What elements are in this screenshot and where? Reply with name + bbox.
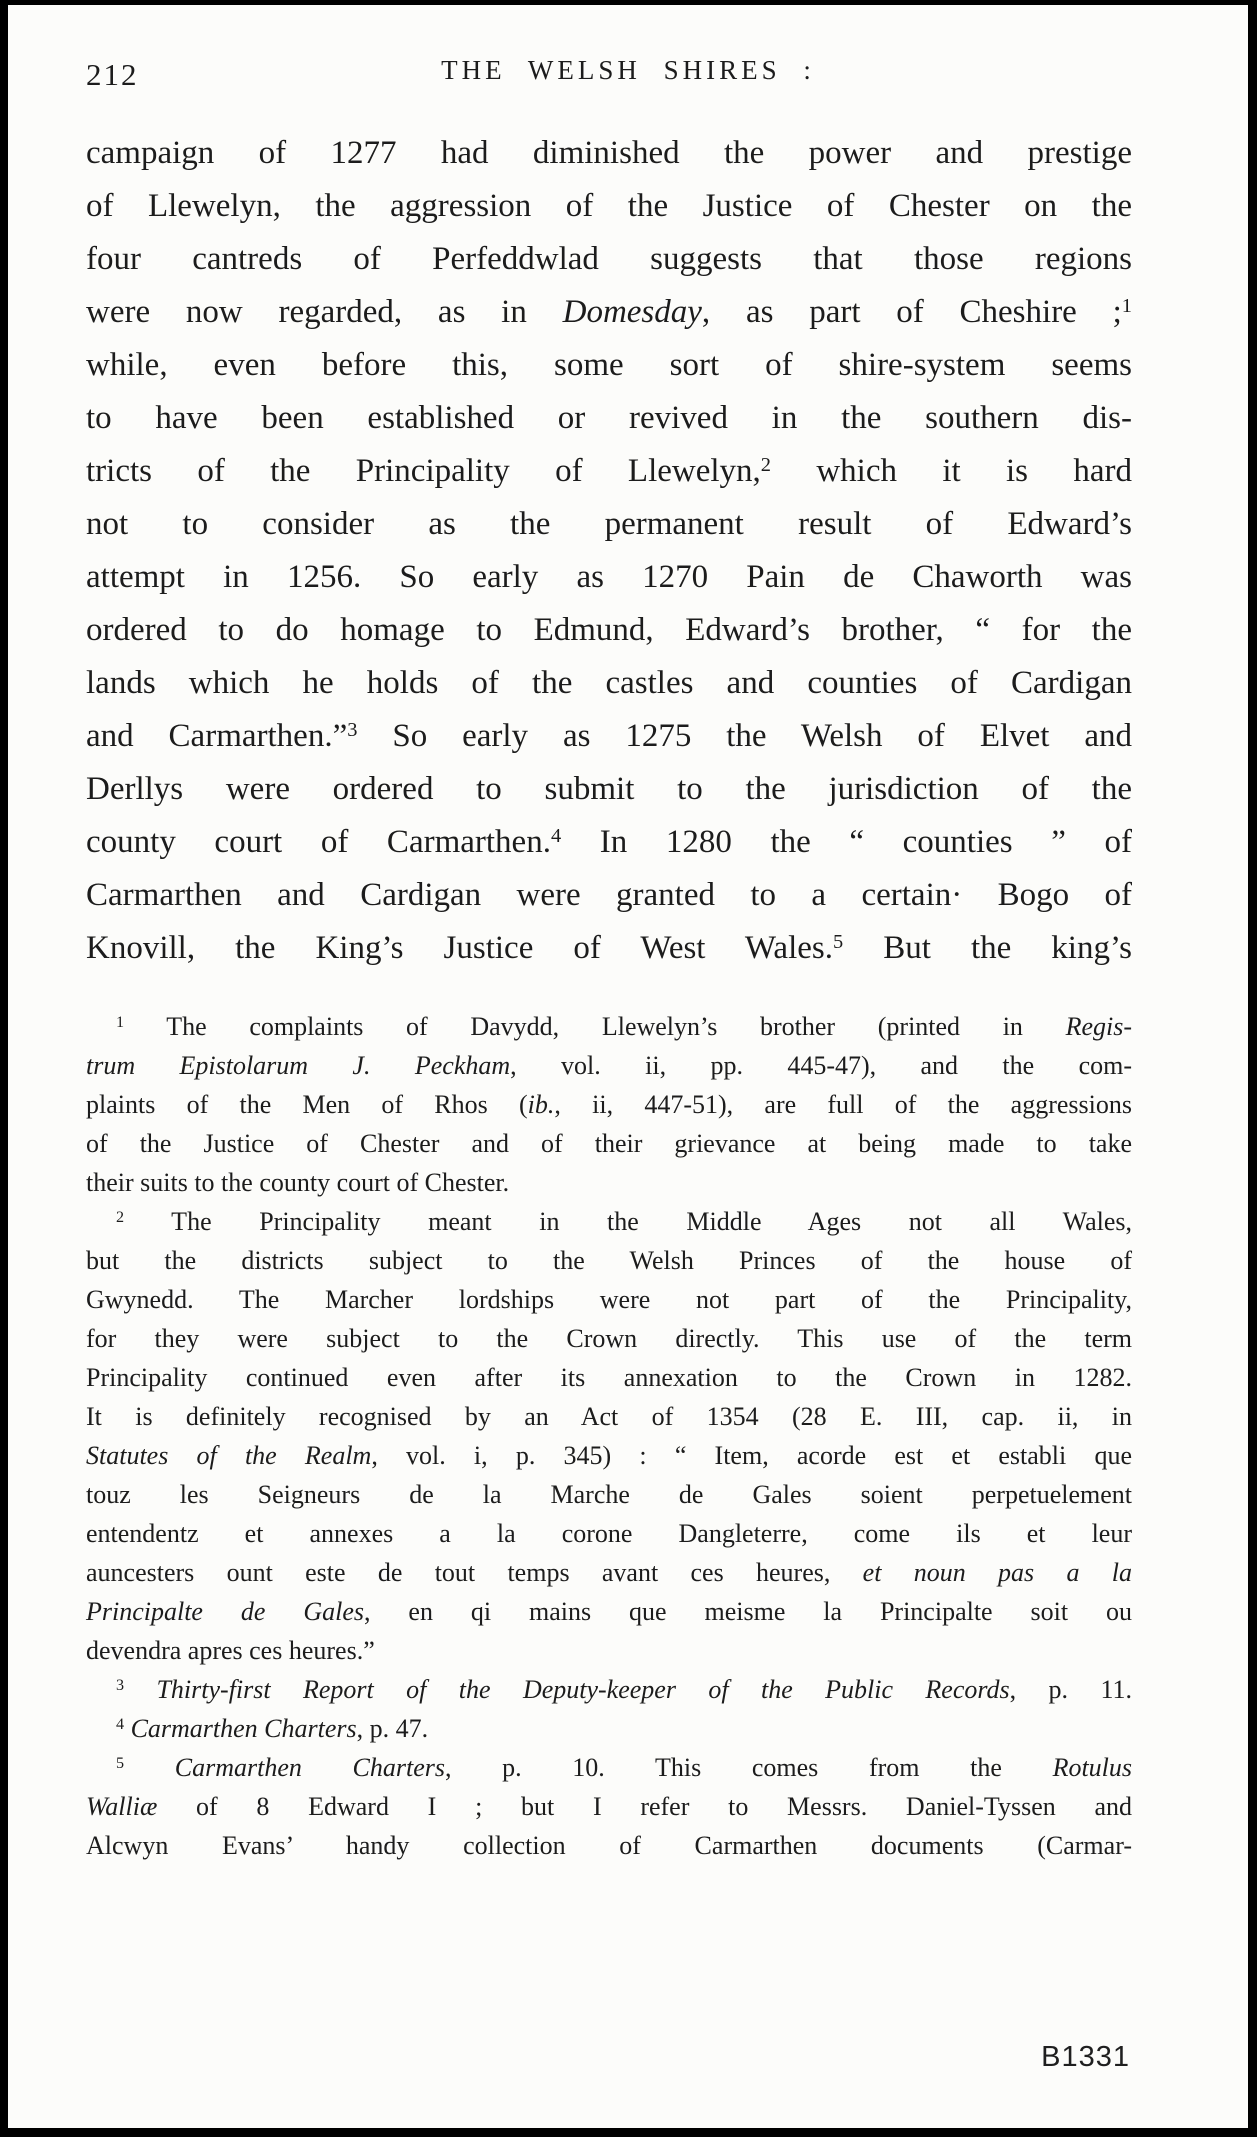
text-line [86,1592,1132,1631]
text-run: Alcwyn Evans’ handy collection of Carmarthen documents (Carmar- [86,1831,1132,1860]
text-line [86,1358,1132,1397]
text-run: Carmarthen Charters [130,1714,357,1743]
plate-id: B1331 [1041,2041,1130,2073]
text-line [86,1397,1132,1436]
text-line [86,710,1132,763]
text-run: Principality continued even after its annexation to the Crown in 1282. [86,1363,1132,1392]
text-line [86,1319,1132,1358]
text-run: of Llewelyn, the aggression of the Justice of Chester on the [86,188,1132,224]
text-run: Principalte de Gales [86,1597,365,1626]
text-run: 4 [550,824,562,847]
text-run: ib. [527,1090,555,1119]
text-run: 3 [116,1676,125,1694]
text-line [86,392,1132,445]
running-title: THE WELSH SHIRES : [441,55,815,85]
text-line [86,1748,1132,1787]
text-run: The Principality meant in the Middle Ages not all Wales, [124,1207,1132,1236]
text-line [86,1514,1132,1553]
text-run: Carmarthen Charters [174,1753,445,1782]
text-run: , en qi mains que meisme la Principalte soit ou [364,1597,1132,1626]
text-line [86,1202,1132,1241]
text-run: Derllys were ordered to submit to the jurisdiction of the [86,771,1132,807]
text-run: 1 [116,1013,125,1031]
text-line [86,498,1132,551]
text-run: So early as 1275 the Welsh of Elvet and [357,718,1133,754]
text-run: and Carmarthen.” [86,718,348,754]
text-line [86,1709,1132,1748]
text-line [86,180,1132,233]
text-run: while, even before this, some sort of shire-system seems [86,347,1132,383]
text-run: 4 [116,1715,125,1733]
text-run: , vol. ii, pp. 445-47), and the com- [510,1051,1132,1080]
text-run: touz les Seigneurs de la Marche de Gales soient perpetuelement [86,1480,1132,1509]
text-run: lands which he holds of the castles and counties of Cardigan [86,665,1132,701]
text-run: Thirty-first Report of the Deputy-keeper of the Public Records [156,1675,1010,1704]
text-run: Regis- [1065,1012,1132,1041]
text-line [86,1553,1132,1592]
text-run: attempt in 1256. So early as 1270 Pain de Chaworth was [86,559,1132,595]
text-line [86,1007,1132,1046]
text-run: tricts of the Principality of Llewelyn, [86,453,761,489]
text-run: et noun pas a la [862,1558,1132,1587]
text-run: for they were subject to the Crown directly. This use of the term [86,1324,1132,1353]
page-header [8,55,1248,99]
text-line [86,1046,1132,1085]
text-line [86,657,1132,710]
text-line [86,1826,1132,1865]
text-run: Statutes of the Realm [86,1441,372,1470]
text-line [86,1436,1132,1475]
text-line [86,1241,1132,1280]
text-run: Gwynedd. The Marcher lordships were not part of the Principality, [86,1285,1132,1314]
text-run: not to consider as the permanent result of Edward’s [86,506,1132,542]
text-run: plaints of the Men of Rhos ( [86,1090,528,1119]
text-line [86,1670,1132,1709]
text-line [86,1163,1132,1202]
text-line [86,869,1132,922]
text-line [86,1475,1132,1514]
text-line [86,922,1132,975]
text-line [86,1787,1132,1826]
text-run: their suits to the county court of Chester. [86,1168,510,1197]
text-line [86,127,1132,180]
text-line [86,286,1132,339]
text-run: trum Epistolarum J. Peckham [86,1051,511,1080]
text-run: Knovill, the King’s Justice of West Wales. [86,930,833,966]
text-line [86,339,1132,392]
text-run: Rotulus [1052,1753,1133,1782]
text-line [86,551,1132,604]
text-line [86,1085,1132,1124]
text-line [86,445,1132,498]
text-line [86,1280,1132,1319]
text-run: , as part of Cheshire ; [701,294,1122,330]
text-run [124,1753,175,1782]
text-run: auncesters ount este de tout temps avant ces heures, [86,1558,863,1587]
footnotes-section [86,1007,1132,1865]
text-run: 5 [832,930,844,953]
page-number: 212 [86,57,139,92]
text-run: of the Justice of Chester and of their grievance at being made to take [86,1129,1132,1158]
text-line [86,816,1132,869]
text-run: ordered to do homage to Edmund, Edward’s brother, “ for the [86,612,1132,648]
text-run: devendra apres ces heures.” [86,1636,375,1665]
text-line [86,1124,1132,1163]
text-run: Domesday [562,294,702,330]
text-run: The complaints of Davydd, Llewelyn’s brother (printed in [124,1012,1066,1041]
text-line [86,763,1132,816]
text-run: four cantreds of Perfeddwlad suggests that those regions [86,241,1132,277]
text-run: But the king’s [843,930,1132,966]
text-run: 5 [116,1754,125,1772]
body-text [86,127,1132,975]
text-run: county court of Carmarthen. [86,824,551,860]
text-run: , p. 47. [356,1714,429,1743]
text-line [86,604,1132,657]
text-run: 2 [760,453,772,476]
text-run: which it is hard [771,453,1132,489]
text-run: entendentz et annexes a la corone Dangleterre, come ils et leur [86,1519,1132,1548]
text-run: , p. 10. This comes from the [444,1753,1053,1782]
text-run: Walliæ [86,1792,158,1821]
text-run: It is definitely recognised by an Act of 1354 (28 E. III, cap. ii, in [86,1402,1132,1431]
text-line [86,1631,1132,1670]
text-run: , ii, 447-51), are full of the aggressions [554,1090,1132,1119]
text-line [86,233,1132,286]
text-run: 1 [1121,294,1132,317]
text-run: were now regarded, as in [86,294,563,330]
text-run: , vol. i, p. 345) : “ Item, acorde est et establi que [371,1441,1132,1470]
text-run: , p. 11. [1009,1675,1132,1704]
text-run: 3 [347,718,358,741]
text-run: 2 [116,1208,125,1226]
text-run [124,1675,156,1704]
text-run: In 1280 the “ counties ” of [561,824,1132,860]
text-run: but the districts subject to the Welsh Princes of the house of [86,1246,1132,1275]
text-run: of 8 Edward I ; but I refer to Messrs. Daniel-Tyssen and [157,1792,1132,1821]
text-run: Carmarthen and Cardigan were granted to a certain· Bogo of [86,877,1132,913]
text-run: to have been established or revived in the southern dis- [86,400,1132,436]
text-run: campaign of 1277 had diminished the power and prestige [86,135,1132,171]
